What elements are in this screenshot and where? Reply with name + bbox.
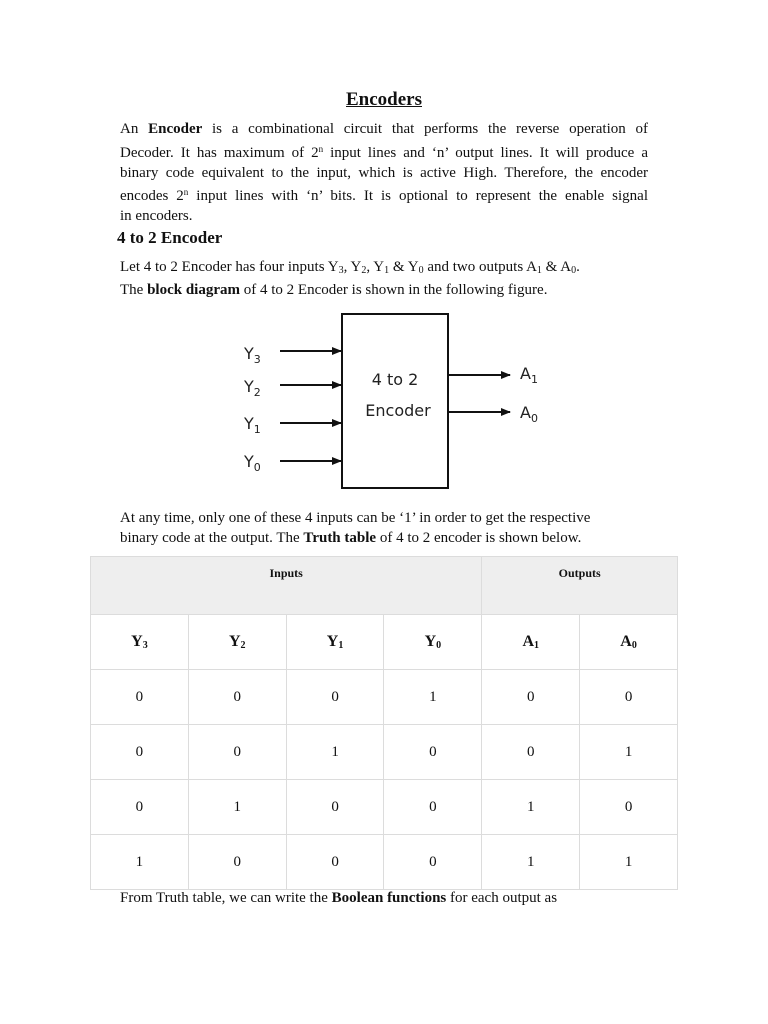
term-truth-table: Truth table	[303, 529, 377, 546]
input-y2	[243, 377, 341, 399]
table-cell: 0	[91, 725, 189, 780]
svg-text:Y2: $Y_2$	[244, 377, 261, 399]
footer-paragraph	[120, 889, 648, 909]
svg-text:Y1: $Y_1$	[244, 414, 261, 436]
intro-line-2: Decoder. It has maximum of 2$^n$ input lines and ‘n’ output lines. It will produce a	[120, 143, 648, 161]
table-row	[91, 780, 678, 835]
term-block-diagram: block diagram	[147, 281, 241, 298]
table-cell: 0	[384, 780, 482, 835]
table-cell: 0	[286, 670, 384, 725]
column-header-y3: $Y_3$	[91, 615, 189, 670]
block-label-line-1: 4 to 2	[371, 370, 419, 389]
table-cell: 0	[580, 780, 678, 835]
column-header-a0: $A_0$	[580, 615, 678, 670]
table-cell: 0	[188, 835, 286, 890]
table-cell: 0	[188, 670, 286, 725]
table-row	[91, 835, 678, 890]
section-intro-line-1: Let 4 to 2 Encoder has four inputs $Y_3$, $Y_2$, $Y_1$ & $Y_0$ and two outputs $A_1$ & $A_0$.	[120, 259, 580, 276]
svg-text:A0: $A_0$	[520, 403, 538, 425]
output-a0	[449, 403, 538, 425]
table-row	[91, 725, 678, 780]
group-inputs: Inputs	[91, 557, 482, 615]
column-header-y1: $Y_1$	[286, 615, 384, 670]
page-title: Encoders	[346, 89, 422, 110]
table-cell: 1	[286, 725, 384, 780]
input-y0	[243, 452, 341, 474]
table-cell: 1	[91, 835, 189, 890]
table-cell: 0	[482, 725, 580, 780]
intro-paragraph	[120, 120, 648, 227]
intro-line-5: in encoders.	[120, 208, 193, 225]
column-header-y2: $Y_2$	[188, 615, 286, 670]
table-body	[91, 670, 678, 890]
section-heading: 4 to 2 Encoder	[117, 228, 223, 247]
table-cell: 1	[188, 780, 286, 835]
term-boolean-functions: Boolean functions	[331, 890, 447, 906]
table-cell: 0	[580, 670, 678, 725]
block-diagram	[230, 308, 560, 498]
table-cell: 0	[91, 780, 189, 835]
group-outputs: Outputs	[482, 557, 678, 615]
column-header-y0: $Y_0$	[384, 615, 482, 670]
table-cell: 0	[188, 725, 286, 780]
term-encoder: Encoder	[148, 121, 203, 137]
intro-line-3: binary code equivalent to the input, which is active High. Therefore, the encoder	[120, 164, 648, 181]
intro-line-1: An Encoder is a combinational circuit that performs the reverse operation of	[120, 121, 648, 137]
table-cell: 0	[91, 670, 189, 725]
truth-table	[90, 556, 678, 890]
input-y1	[243, 414, 341, 436]
table-cell: 0	[482, 670, 580, 725]
table-cell: 0	[384, 725, 482, 780]
section-intro-line-2: The block diagram of 4 to 2 Encoder is shown in the following figure.	[120, 281, 548, 298]
table-cell: 1	[580, 725, 678, 780]
table-column-header	[91, 615, 678, 670]
svg-text:Y3: $Y_3$	[244, 344, 261, 366]
footer-line: From Truth table, we can write the Boolean functions for each output as	[120, 890, 558, 906]
input-y3	[243, 344, 341, 366]
table-cell: 0	[286, 780, 384, 835]
column-header-a1: $A_1$	[482, 615, 580, 670]
table-cell: 1	[384, 670, 482, 725]
table-row	[91, 670, 678, 725]
section-intro-paragraph	[120, 258, 648, 301]
svg-text:A1: $A_1$	[520, 364, 538, 386]
table-cell: 1	[482, 835, 580, 890]
truth-intro-line-1: At any time, only one of these 4 inputs can be ‘1’ in order to get the respective	[120, 510, 591, 526]
table-cell: 0	[286, 835, 384, 890]
block-label-line-2: Encoder	[365, 401, 431, 420]
table-group-header	[91, 557, 678, 615]
intro-line-4: encodes 2$^n$ input lines with ‘n’ bits. It is optional to represent the enable signal	[120, 187, 648, 205]
table-cell: 0	[384, 835, 482, 890]
output-a1	[449, 364, 538, 386]
svg-text:Y0: $Y_0$	[244, 452, 261, 474]
truth-intro-paragraph	[120, 509, 648, 549]
truth-intro-line-2: binary code at the output. The Truth table of 4 to 2 encoder is shown below.	[120, 529, 582, 546]
table-cell: 1	[580, 835, 678, 890]
table-cell: 1	[482, 780, 580, 835]
